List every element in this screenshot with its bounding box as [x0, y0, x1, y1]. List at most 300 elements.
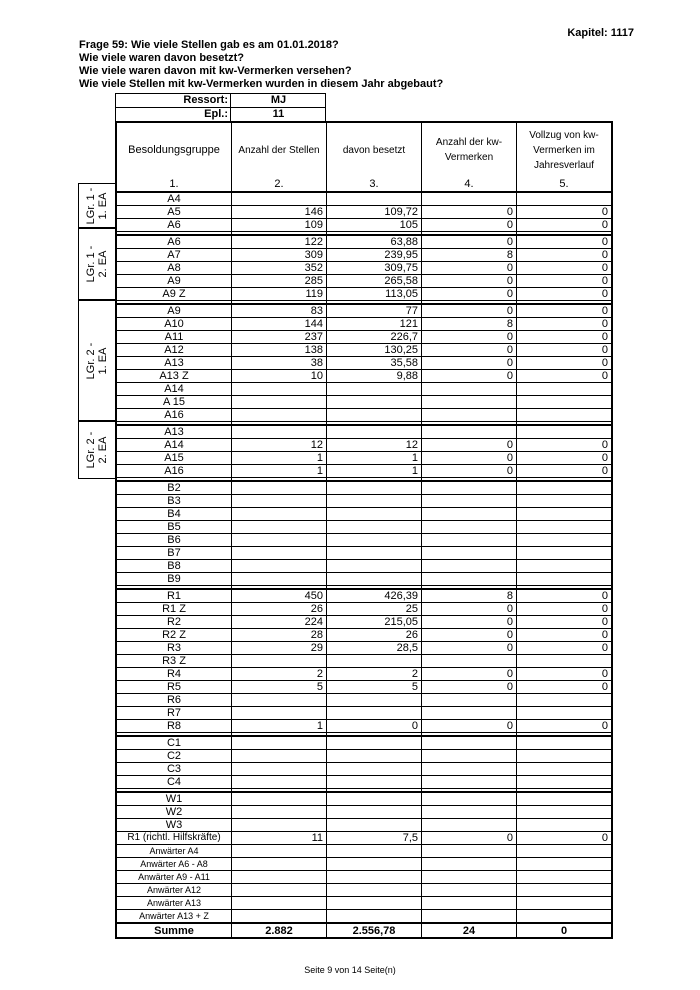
kw-vermerke-cell: 0	[422, 370, 517, 383]
besoldungsgruppe-cell: R3 Z	[116, 655, 232, 668]
vollzug-cell	[517, 897, 613, 910]
kw-vermerke-cell: 0	[422, 331, 517, 344]
table-row	[116, 560, 612, 573]
vollzug-cell	[517, 871, 613, 884]
davon-besetzt-cell	[327, 776, 422, 789]
group-label-box	[78, 228, 115, 300]
vollzug-cell: 0	[517, 681, 613, 694]
kw-vermerke-cell: 0	[422, 288, 517, 301]
vollzug-cell: 0	[517, 235, 613, 249]
besoldungsgruppe-cell: R8	[116, 720, 232, 733]
anzahl-stellen-cell	[232, 707, 327, 720]
kw-vermerke-cell	[422, 560, 517, 573]
davon-besetzt-cell: 7,5	[327, 832, 422, 845]
table-row	[116, 370, 612, 383]
vollzug-cell: 0	[517, 720, 613, 733]
kw-vermerke-cell	[422, 792, 517, 806]
table-row	[116, 819, 612, 832]
question-line: Wie viele waren davon mit kw-Vermerken versehen?	[79, 65, 352, 77]
summe-row	[116, 923, 612, 938]
anzahl-stellen-cell	[232, 495, 327, 508]
vollzug-cell: 0	[517, 589, 613, 603]
besoldungsgruppe-cell: A4	[116, 192, 232, 206]
table-row	[116, 383, 612, 396]
group-label: LGr. 1 - 2. EA	[85, 245, 109, 283]
vollzug-cell: 0	[517, 603, 613, 616]
davon-besetzt-cell: 105	[327, 219, 422, 232]
anzahl-stellen-cell: 309	[232, 249, 327, 262]
table-row	[116, 288, 612, 301]
kw-vermerke-cell: 0	[422, 603, 517, 616]
davon-besetzt-cell: 9,88	[327, 370, 422, 383]
column-header: Anzahl der Stellen	[232, 122, 327, 177]
besoldungsgruppe-cell: R1	[116, 589, 232, 603]
besoldungsgruppe-cell: B2	[116, 481, 232, 495]
kw-vermerke-cell: 0	[422, 642, 517, 655]
davon-besetzt-cell	[327, 845, 422, 858]
besoldungsgruppe-cell: B6	[116, 534, 232, 547]
davon-besetzt-cell: 265,58	[327, 275, 422, 288]
column-number: 1.	[116, 177, 232, 192]
besoldungsgruppe-cell: A14	[116, 439, 232, 452]
kw-vermerke-cell: 0	[422, 206, 517, 219]
vollzug-cell	[517, 763, 613, 776]
davon-besetzt-cell: 0	[327, 720, 422, 733]
davon-besetzt-cell: 26	[327, 629, 422, 642]
vollzug-cell	[517, 547, 613, 560]
anzahl-stellen-cell	[232, 871, 327, 884]
anzahl-stellen-cell	[232, 534, 327, 547]
summe-value: 24	[422, 923, 517, 938]
davon-besetzt-cell	[327, 481, 422, 495]
besoldungsgruppe-cell: A11	[116, 331, 232, 344]
anzahl-stellen-cell	[232, 521, 327, 534]
table-row	[116, 668, 612, 681]
anzahl-stellen-cell: 2	[232, 668, 327, 681]
besoldungsgruppe-cell: A13 Z	[116, 370, 232, 383]
table-row	[116, 534, 612, 547]
anzahl-stellen-cell: 237	[232, 331, 327, 344]
anzahl-stellen-cell	[232, 884, 327, 897]
anzahl-stellen-cell	[232, 547, 327, 560]
group-label-box	[78, 421, 115, 479]
davon-besetzt-cell	[327, 508, 422, 521]
besoldungsgruppe-cell: R1 Z	[116, 603, 232, 616]
davon-besetzt-cell: 130,25	[327, 344, 422, 357]
epl-value: 11	[230, 108, 326, 121]
table-row	[116, 396, 612, 409]
epl-label: Epl.:	[204, 108, 228, 120]
kw-vermerke-cell	[422, 383, 517, 396]
besoldungsgruppe-cell: Anwärter A12	[116, 884, 232, 897]
davon-besetzt-cell: 239,95	[327, 249, 422, 262]
besoldungsgruppe-cell: Anwärter A13	[116, 897, 232, 910]
davon-besetzt-cell	[327, 750, 422, 763]
anzahl-stellen-cell: 119	[232, 288, 327, 301]
table-row	[116, 262, 612, 275]
besoldungsgruppe-cell: A13	[116, 357, 232, 370]
kw-vermerke-cell: 0	[422, 439, 517, 452]
kw-vermerke-cell: 0	[422, 668, 517, 681]
kw-vermerke-cell	[422, 897, 517, 910]
davon-besetzt-cell	[327, 192, 422, 206]
besoldungsgruppe-cell: R7	[116, 707, 232, 720]
anzahl-stellen-cell: 122	[232, 235, 327, 249]
davon-besetzt-cell: 226,7	[327, 331, 422, 344]
vollzug-cell	[517, 560, 613, 573]
epl-row	[115, 107, 326, 122]
davon-besetzt-cell	[327, 884, 422, 897]
table-row	[116, 910, 612, 924]
kw-vermerke-cell	[422, 192, 517, 206]
anzahl-stellen-cell: 109	[232, 219, 327, 232]
table-row	[116, 589, 612, 603]
anzahl-stellen-cell: 224	[232, 616, 327, 629]
besoldungsgruppe-cell: C1	[116, 736, 232, 750]
vollzug-cell	[517, 806, 613, 819]
besoldungsgruppe-cell: B8	[116, 560, 232, 573]
anzahl-stellen-cell: 285	[232, 275, 327, 288]
anzahl-stellen-cell	[232, 736, 327, 750]
kw-vermerke-cell	[422, 495, 517, 508]
besoldungsgruppe-cell: A13	[116, 425, 232, 439]
anzahl-stellen-cell	[232, 508, 327, 521]
column-header: Vollzug von kw-Vermerken im Jahresverlauf	[517, 122, 613, 177]
group-label-box	[78, 300, 115, 421]
besoldungsgruppe-cell: B7	[116, 547, 232, 560]
davon-besetzt-cell	[327, 707, 422, 720]
davon-besetzt-cell	[327, 897, 422, 910]
davon-besetzt-cell: 12	[327, 439, 422, 452]
anzahl-stellen-cell	[232, 425, 327, 439]
besoldungsgruppe-cell: C4	[116, 776, 232, 789]
besoldungsgruppe-cell: W3	[116, 819, 232, 832]
table-row	[116, 275, 612, 288]
davon-besetzt-cell: 25	[327, 603, 422, 616]
column-number: 3.	[327, 177, 422, 192]
besoldungsgruppe-cell: R2 Z	[116, 629, 232, 642]
vollzug-cell: 0	[517, 206, 613, 219]
kw-vermerke-cell	[422, 776, 517, 789]
davon-besetzt-cell: 63,88	[327, 235, 422, 249]
davon-besetzt-cell	[327, 655, 422, 668]
davon-besetzt-cell	[327, 409, 422, 422]
vollzug-cell	[517, 655, 613, 668]
kw-vermerke-cell: 0	[422, 832, 517, 845]
davon-besetzt-cell: 28,5	[327, 642, 422, 655]
vollzug-cell	[517, 910, 613, 924]
vollzug-cell	[517, 425, 613, 439]
question-line: Frage 59: Wie viele Stellen gab es am 01.01.2018?	[79, 39, 339, 51]
group-label: LGr. 2 - 2. EA	[85, 431, 109, 469]
anzahl-stellen-cell: 12	[232, 439, 327, 452]
table-row	[116, 694, 612, 707]
davon-besetzt-cell: 121	[327, 318, 422, 331]
kw-vermerke-cell: 8	[422, 249, 517, 262]
table-row	[116, 573, 612, 586]
table-row	[116, 331, 612, 344]
ressort-row	[115, 93, 326, 108]
kw-vermerke-cell: 0	[422, 465, 517, 478]
table-row	[116, 318, 612, 331]
besoldungsgruppe-cell: A5	[116, 206, 232, 219]
besoldungsgruppe-cell: R3	[116, 642, 232, 655]
anzahl-stellen-cell	[232, 750, 327, 763]
anzahl-stellen-cell: 146	[232, 206, 327, 219]
kw-vermerke-cell: 0	[422, 629, 517, 642]
summe-value: 2.556,78	[327, 923, 422, 938]
davon-besetzt-cell	[327, 910, 422, 924]
table-row	[116, 884, 612, 897]
kw-vermerke-cell	[422, 508, 517, 521]
group-label-box	[78, 183, 115, 228]
besoldungsgruppe-cell: B5	[116, 521, 232, 534]
table-row	[116, 425, 612, 439]
table-row	[116, 304, 612, 318]
summe-label: Summe	[116, 923, 232, 938]
question-line: Wie viele Stellen mit kw-Vermerken wurden in diesem Jahr abgebaut?	[79, 78, 444, 90]
vollzug-cell: 0	[517, 668, 613, 681]
besoldungsgruppe-cell: A15	[116, 452, 232, 465]
table-row	[116, 736, 612, 750]
table-row	[116, 776, 612, 789]
table-row	[116, 858, 612, 871]
group-label: LGr. 2 - 1. EA	[85, 342, 109, 379]
kw-vermerke-cell	[422, 481, 517, 495]
besoldungsgruppe-cell: C3	[116, 763, 232, 776]
davon-besetzt-cell	[327, 425, 422, 439]
besoldungsgruppe-cell: A8	[116, 262, 232, 275]
kw-vermerke-cell	[422, 547, 517, 560]
kw-vermerke-cell	[422, 534, 517, 547]
davon-besetzt-cell	[327, 806, 422, 819]
besoldungsgruppe-cell: A16	[116, 409, 232, 422]
davon-besetzt-cell	[327, 383, 422, 396]
anzahl-stellen-cell	[232, 763, 327, 776]
vollzug-cell	[517, 750, 613, 763]
besoldungsgruppe-cell: W1	[116, 792, 232, 806]
table-row	[116, 521, 612, 534]
vollzug-cell: 0	[517, 616, 613, 629]
anzahl-stellen-cell	[232, 383, 327, 396]
anzahl-stellen-cell: 28	[232, 629, 327, 642]
davon-besetzt-cell	[327, 871, 422, 884]
table-row	[116, 832, 612, 845]
kw-vermerke-cell: 8	[422, 318, 517, 331]
kw-vermerke-cell	[422, 910, 517, 924]
column-number: 4.	[422, 177, 517, 192]
ressort-label: Ressort:	[183, 94, 228, 106]
table-row	[116, 249, 612, 262]
kw-vermerke-cell: 0	[422, 720, 517, 733]
kw-vermerke-cell: 0	[422, 616, 517, 629]
table-row	[116, 452, 612, 465]
kw-vermerke-cell	[422, 694, 517, 707]
table-row	[116, 439, 612, 452]
anzahl-stellen-cell	[232, 897, 327, 910]
column-header: Besoldungsgruppe	[116, 122, 232, 177]
vollzug-cell: 0	[517, 357, 613, 370]
table-row	[116, 897, 612, 910]
table-row	[116, 409, 612, 422]
anzahl-stellen-cell	[232, 806, 327, 819]
vollzug-cell	[517, 534, 613, 547]
anzahl-stellen-cell	[232, 819, 327, 832]
besoldungsgruppe-cell: A16	[116, 465, 232, 478]
anzahl-stellen-cell	[232, 655, 327, 668]
anzahl-stellen-cell	[232, 694, 327, 707]
anzahl-stellen-cell	[232, 396, 327, 409]
besoldungsgruppe-cell: R1 (richtl. Hilfskräfte)	[116, 832, 232, 845]
davon-besetzt-cell	[327, 495, 422, 508]
column-number: 2.	[232, 177, 327, 192]
davon-besetzt-cell: 309,75	[327, 262, 422, 275]
anzahl-stellen-cell: 5	[232, 681, 327, 694]
anzahl-stellen-cell	[232, 192, 327, 206]
vollzug-cell	[517, 858, 613, 871]
table-row	[116, 707, 612, 720]
besoldungsgruppe-cell: A 15	[116, 396, 232, 409]
kw-vermerke-cell	[422, 763, 517, 776]
davon-besetzt-cell	[327, 792, 422, 806]
davon-besetzt-cell	[327, 521, 422, 534]
question-line: Wie viele waren davon besetzt?	[79, 52, 244, 64]
table-row	[116, 495, 612, 508]
kw-vermerke-cell	[422, 845, 517, 858]
besoldungsgruppe-cell: B3	[116, 495, 232, 508]
davon-besetzt-cell: 35,58	[327, 357, 422, 370]
vollzug-cell	[517, 495, 613, 508]
table-row	[116, 792, 612, 806]
page-footer: Seite 9 von 14 Seite(n)	[304, 965, 396, 975]
summe-value: 2.882	[232, 923, 327, 938]
vollzug-cell	[517, 736, 613, 750]
kw-vermerke-cell: 0	[422, 262, 517, 275]
besoldungsgruppe-cell: R4	[116, 668, 232, 681]
vollzug-cell	[517, 792, 613, 806]
vollzug-cell	[517, 776, 613, 789]
davon-besetzt-cell: 1	[327, 452, 422, 465]
davon-besetzt-cell: 109,72	[327, 206, 422, 219]
table-row	[116, 235, 612, 249]
davon-besetzt-cell: 1	[327, 465, 422, 478]
vollzug-cell: 0	[517, 219, 613, 232]
table-row	[116, 720, 612, 733]
davon-besetzt-cell	[327, 763, 422, 776]
anzahl-stellen-cell: 1	[232, 452, 327, 465]
vollzug-cell	[517, 707, 613, 720]
table-row	[116, 655, 612, 668]
anzahl-stellen-cell	[232, 845, 327, 858]
besoldungsgruppe-cell: B9	[116, 573, 232, 586]
davon-besetzt-cell: 113,05	[327, 288, 422, 301]
anzahl-stellen-cell: 10	[232, 370, 327, 383]
kw-vermerke-cell: 8	[422, 589, 517, 603]
davon-besetzt-cell	[327, 694, 422, 707]
davon-besetzt-cell	[327, 534, 422, 547]
anzahl-stellen-cell	[232, 792, 327, 806]
kw-vermerke-cell	[422, 736, 517, 750]
kw-vermerke-cell: 0	[422, 357, 517, 370]
davon-besetzt-cell	[327, 547, 422, 560]
kw-vermerke-cell	[422, 884, 517, 897]
besoldungsgruppe-cell: Anwärter A6 - A8	[116, 858, 232, 871]
anzahl-stellen-cell	[232, 910, 327, 924]
vollzug-cell: 0	[517, 318, 613, 331]
besoldungsgruppe-cell: A9 Z	[116, 288, 232, 301]
vollzug-cell	[517, 521, 613, 534]
davon-besetzt-cell: 77	[327, 304, 422, 318]
besoldungsgruppe-cell: R2	[116, 616, 232, 629]
kw-vermerke-cell: 0	[422, 304, 517, 318]
kw-vermerke-cell	[422, 521, 517, 534]
table-row	[116, 206, 612, 219]
table-row	[116, 603, 612, 616]
kw-vermerke-cell: 0	[422, 235, 517, 249]
besoldungsgruppe-cell: W2	[116, 806, 232, 819]
table-row	[116, 681, 612, 694]
kw-vermerke-cell	[422, 655, 517, 668]
besoldungsgruppe-cell: A9	[116, 304, 232, 318]
vollzug-cell: 0	[517, 370, 613, 383]
davon-besetzt-cell	[327, 736, 422, 750]
kw-vermerke-cell: 0	[422, 219, 517, 232]
table-row	[116, 508, 612, 521]
table-row	[116, 481, 612, 495]
table-row	[116, 219, 612, 232]
besoldungsgruppe-cell: A6	[116, 219, 232, 232]
vollzug-cell: 0	[517, 275, 613, 288]
anzahl-stellen-cell: 352	[232, 262, 327, 275]
anzahl-stellen-cell: 11	[232, 832, 327, 845]
kw-vermerke-cell	[422, 409, 517, 422]
vollzug-cell: 0	[517, 629, 613, 642]
kw-vermerke-cell	[422, 396, 517, 409]
vollzug-cell: 0	[517, 331, 613, 344]
besoldungsgruppe-cell: Anwärter A13 + Z	[116, 910, 232, 924]
anzahl-stellen-cell: 26	[232, 603, 327, 616]
vollzug-cell: 0	[517, 344, 613, 357]
kw-vermerke-cell: 0	[422, 681, 517, 694]
table-row	[116, 344, 612, 357]
table-row	[116, 547, 612, 560]
besoldungsgruppe-cell: B4	[116, 508, 232, 521]
kw-vermerke-cell	[422, 573, 517, 586]
anzahl-stellen-cell	[232, 560, 327, 573]
table-header-row	[116, 122, 612, 177]
besoldungsgruppe-cell: R5	[116, 681, 232, 694]
anzahl-stellen-cell: 83	[232, 304, 327, 318]
table-row	[116, 750, 612, 763]
vollzug-cell	[517, 573, 613, 586]
column-number-row	[116, 177, 612, 192]
vollzug-cell	[517, 694, 613, 707]
vollzug-cell: 0	[517, 262, 613, 275]
table-row	[116, 465, 612, 478]
davon-besetzt-cell	[327, 858, 422, 871]
table-row	[116, 629, 612, 642]
davon-besetzt-cell: 426,39	[327, 589, 422, 603]
kw-vermerke-cell: 0	[422, 452, 517, 465]
vollzug-cell	[517, 819, 613, 832]
kw-vermerke-cell	[422, 707, 517, 720]
besoldungsgruppe-cell: Anwärter A4	[116, 845, 232, 858]
vollzug-cell	[517, 396, 613, 409]
anzahl-stellen-cell: 1	[232, 720, 327, 733]
anzahl-stellen-cell	[232, 858, 327, 871]
summe-value: 0	[517, 923, 613, 938]
kw-vermerke-cell: 0	[422, 275, 517, 288]
